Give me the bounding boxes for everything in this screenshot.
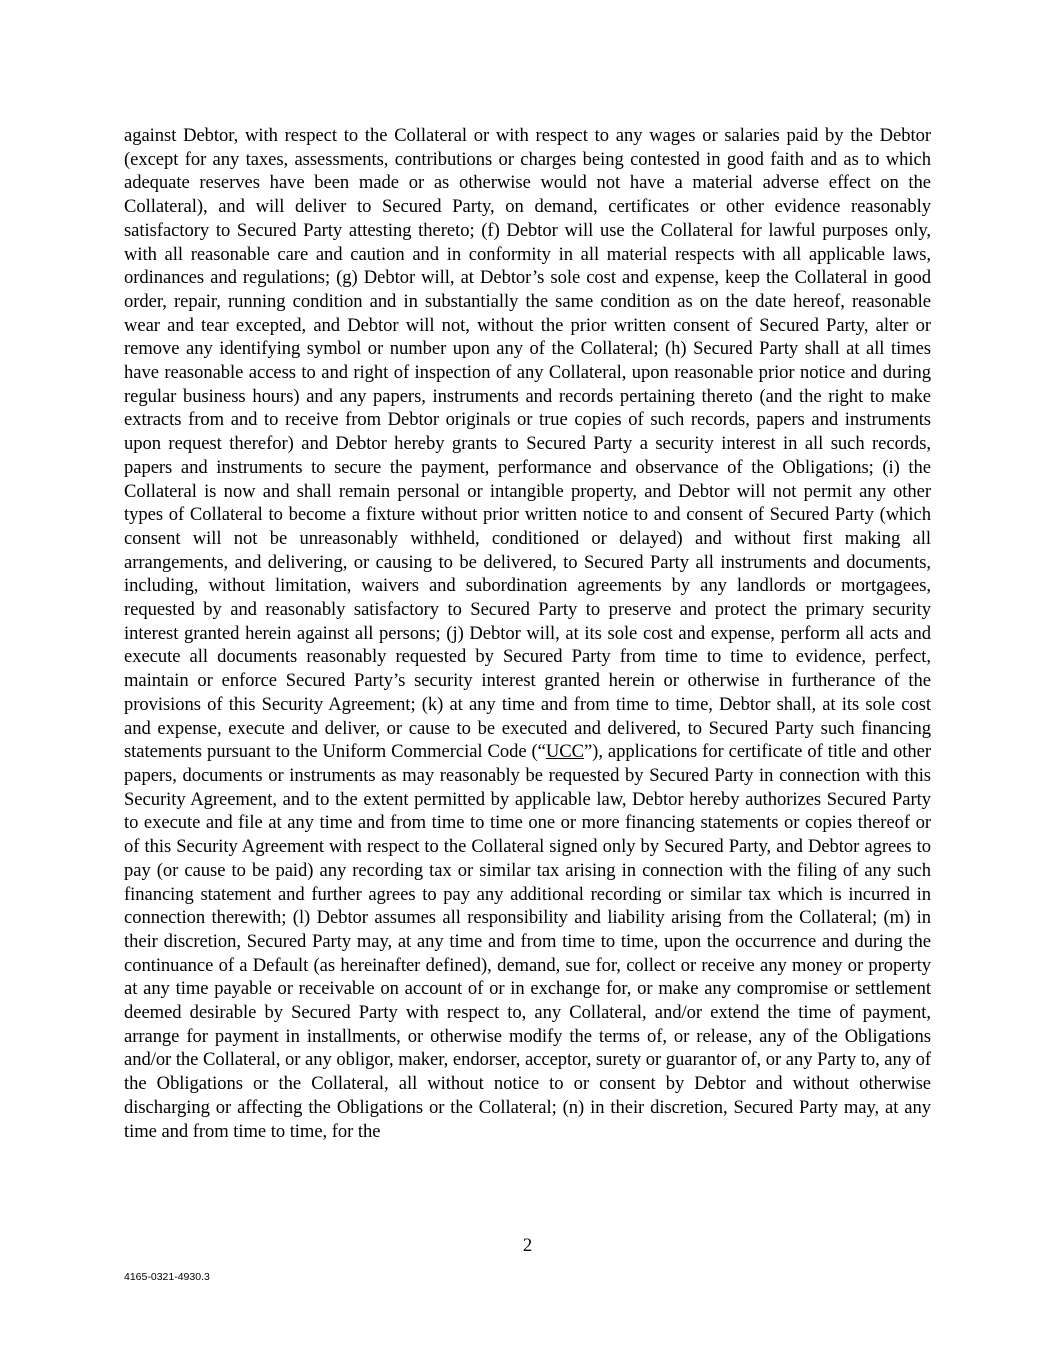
document-id-footer: 4165-0321-4930.3 xyxy=(124,1271,210,1283)
body-text-part-1: against Debtor, with respect to the Collateral or with respect to any wages or salaries paid by the Debtor (except for any taxes, assessments, contributions or charges being contested in good faith and as to which adequate reserves have been made or as otherwise would not have a material adverse effect on the Collateral), and will deliver to Secured Party, on demand, certificates or other evidence reasonably satisfactory to Secured Party attesting thereto; (f) Debtor will use the Collateral for lawful purposes only, with all reasonable care and caution and in conformity in all material respects with all applicable laws, ordinances and regulations; (g) Debtor will, at Debtor’s sole cost and expense, keep the Collateral in good order, repair, running condition and in substantially the same condition as on the date hereof, reasonable wear and tear excepted, and Debtor will not, without the prior written consent of Secured Party, alter or remove any identifying symbol or number upon any of the Collateral; (h) Secured Party shall at all times have reasonable access to and right of inspection of any Collateral, upon reasonable prior notice and during regular business hours) and any papers, instruments and records pertaining thereto (and the right to make extracts from and to receive from Debtor originals or true copies of such records, papers and instruments upon request therefor) and Debtor hereby grants to Secured Party a security interest in all such records, papers and instruments to secure the payment, performance and observance of the Obligations; (i) the Collateral is now and shall remain personal or intangible property, and Debtor will not permit any other types of Collateral to become a fixture without prior written notice to and consent of Secured Party (which consent will not be unreasonably withheld, conditioned or delayed) and without first making all arrangements, and delivering, or causing to be delivered, to Secured Party all instruments and documents, including, without limitation, waivers and subordination agreements by any landlords or mortgagees, requested by and reasonably satisfactory to Secured Party to preserve and protect the primary security interest granted herein against all persons; (j) Debtor will, at its sole cost and expense, perform all acts and execute all documents reasonably requested by Secured Party from time to time to evidence, perfect, maintain or enforce Secured Party’s security interest granted herein or otherwise in furtherance of the provisions of this Security Agreement; (k) at any time and from time to time, Debtor shall, at its sole cost and expense, execute and deliver, or cause to be executed and delivered, to Secured Party such financing statements pursuant to the Uniform Commercial Code (“ xyxy=(124,125,931,763)
body-paragraph xyxy=(124,124,931,1143)
body-text-part-2: ”), applications for certificate of title and other papers, documents or instruments as may reasonably be requested by Secured Party in connection with this Security Agreement, and to the extent permitted by applicable law, Debtor hereby authorizes Secured Party to execute and file at any time and from time to time one or more financing statements or copies thereof or of this Security Agreement with respect to the Collateral signed only by Secured Party, and Debtor agrees to pay (or cause to be paid) any recording tax or similar tax arising in connection with the filing of any such financing statement and further agrees to pay any additional recording or similar tax which is incurred in connection therewith; (l) Debtor assumes all responsibility and liability arising from the Collateral; (m) in their discretion, Secured Party may, at any time and from time to time, upon the occurrence and during the continuance of a Default (as hereinafter defined), demand, sue for, collect or receive any money or property at any time payable or receivable on account of or in exchange for, or make any compromise or settlement deemed desirable by Secured Party with respect to, any Collateral, and/or extend the time of payment, arrange for payment in installments, or otherwise modify the terms of, or release, any of the Obligations and/or the Collateral, or any obligor, maker, endorser, acceptor, surety or guarantor of, or any Party to, any of the Obligations or the Collateral, all without notice to or consent by Debtor and without otherwise discharging or affecting the Obligations or the Collateral; (n) in their discretion, Secured Party may, at any time and from time to time, for the xyxy=(124,741,931,1142)
defined-term-ucc: UCC xyxy=(545,741,584,763)
page-number: 2 xyxy=(522,1235,533,1256)
